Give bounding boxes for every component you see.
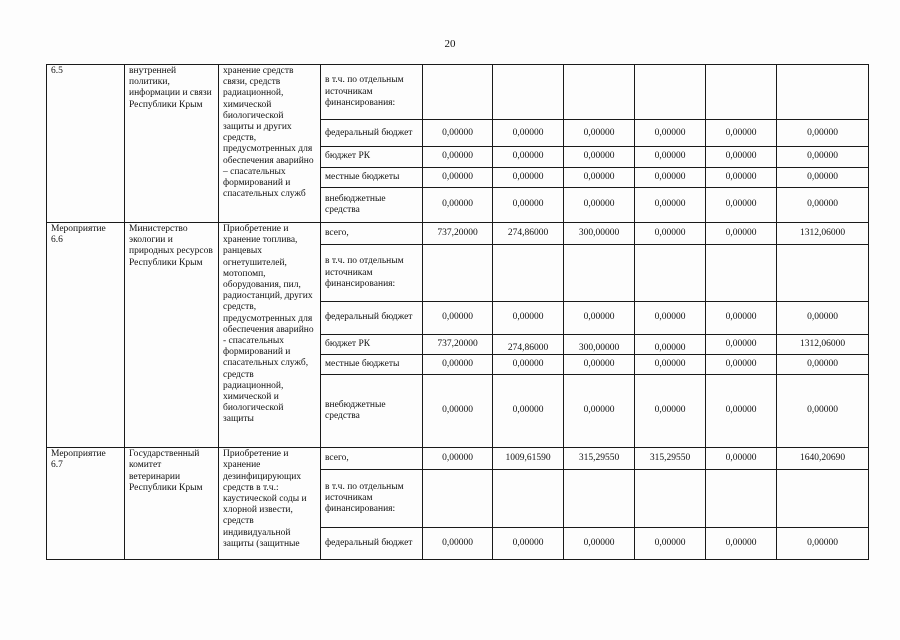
amount-value: 0,00000 — [442, 453, 473, 464]
amount-value: 0,00000 — [442, 151, 473, 162]
amount-value: 0,00000 — [654, 312, 686, 323]
amount-cell — [423, 65, 493, 120]
row-id-cell: Мероприятие 6.7 — [47, 448, 125, 560]
amount-cell — [777, 245, 869, 302]
amount-value: 0,00000 — [583, 127, 615, 138]
amount-cell — [423, 222, 493, 244]
amount-cell — [635, 187, 706, 222]
amount-value: 0,00000 — [583, 171, 615, 182]
amount-cell — [777, 222, 869, 244]
amount-value: 0,00000 — [654, 227, 686, 238]
amount-value: 1009,61590 — [505, 453, 551, 464]
amount-cell — [564, 302, 635, 334]
amount-cell — [635, 334, 706, 354]
funding-source-label: федеральный бюджет — [321, 302, 423, 334]
amount-cell — [706, 167, 777, 187]
amount-cell — [706, 374, 777, 447]
amount-cell — [706, 147, 777, 167]
amount-cell — [493, 334, 564, 354]
funding-source-label: внебюджетные средства — [321, 374, 423, 447]
funding-source-label: бюджет РК — [321, 334, 423, 354]
amount-cell — [564, 334, 635, 354]
amount-value: 0,00000 — [512, 405, 544, 416]
amount-value: 0,00000 — [807, 312, 838, 323]
amount-value: 0,00000 — [512, 358, 544, 369]
amount-cell — [777, 354, 869, 374]
amount-value: 0,00000 — [654, 171, 686, 182]
amount-value: 300,00000 — [578, 227, 620, 238]
amount-cell — [564, 470, 635, 527]
amount-value: 0,00000 — [442, 127, 473, 138]
amount-value: 0,00000 — [725, 405, 757, 416]
amount-cell — [493, 527, 564, 559]
funding-source-label: бюджет РК — [321, 147, 423, 167]
amount-value: 1640,20690 — [799, 453, 846, 464]
amount-cell — [493, 222, 564, 244]
amount-value: 0,00000 — [512, 199, 544, 210]
amount-cell — [635, 120, 706, 147]
amount-value: 0,00000 — [807, 405, 838, 416]
amount-value: 300,00000 — [578, 342, 620, 353]
amount-cell — [493, 65, 564, 120]
amount-value: 0,00000 — [654, 199, 686, 210]
amount-value: 0,00000 — [654, 127, 686, 138]
amount-cell — [493, 354, 564, 374]
amount-value: 0,00000 — [654, 358, 686, 369]
funding-source-label: в т.ч. по отдельным источникам финансирования: — [321, 245, 423, 302]
amount-cell — [777, 334, 869, 354]
amount-cell — [706, 354, 777, 374]
amount-value: 0,00000 — [807, 171, 838, 182]
amount-cell — [777, 302, 869, 334]
amount-value: 0,00000 — [442, 405, 473, 416]
amount-value: 0,00000 — [807, 358, 838, 369]
amount-value: 0,00000 — [807, 537, 838, 548]
amount-cell — [493, 374, 564, 447]
funding-source-label: федеральный бюджет — [321, 527, 423, 559]
amount-value: 0,00000 — [654, 405, 686, 416]
amount-value: 0,00000 — [583, 537, 615, 548]
table-row — [47, 448, 869, 470]
amount-value: 0,00000 — [807, 127, 838, 138]
page-number: 20 — [444, 38, 456, 50]
amount-value: 0,00000 — [654, 537, 686, 548]
amount-cell — [777, 167, 869, 187]
amount-cell — [635, 245, 706, 302]
amount-cell — [423, 245, 493, 302]
amount-cell — [564, 222, 635, 244]
amount-cell — [635, 65, 706, 120]
amount-value: 315,29550 — [578, 453, 620, 464]
table-body — [47, 65, 869, 560]
amount-cell — [493, 120, 564, 147]
amount-value: 0,00000 — [725, 227, 757, 238]
amount-value: 0,00000 — [512, 312, 544, 323]
amount-cell — [706, 527, 777, 559]
amount-value: 0,00000 — [442, 358, 473, 369]
amount-cell — [706, 470, 777, 527]
funding-source-label: внебюджетные средства — [321, 187, 423, 222]
funding-source-label: всего, — [321, 222, 423, 244]
amount-cell — [777, 65, 869, 120]
amount-cell — [635, 470, 706, 527]
amount-value: 0,00000 — [725, 537, 757, 548]
amount-value: 0,00000 — [725, 127, 757, 138]
amount-value: 1312,06000 — [799, 227, 846, 238]
amount-cell — [635, 374, 706, 447]
amount-cell — [564, 120, 635, 147]
description-cell: Приобретение и хранение дезинфицирующих средств в т.ч.: каустической соды и хлорной извести, средств индивидуальной защиты (защитные — [219, 448, 321, 560]
amount-cell — [564, 167, 635, 187]
amount-cell — [635, 527, 706, 559]
amount-cell — [564, 374, 635, 447]
row-id-cell: Мероприятие 6.6 — [47, 222, 125, 447]
amount-value: 1312,06000 — [799, 338, 846, 349]
amount-cell — [493, 187, 564, 222]
amount-cell — [706, 302, 777, 334]
amount-value: 315,29550 — [649, 453, 691, 464]
executor-cell: Государственный комитет ветеринарии Республики Крым — [125, 448, 219, 560]
amount-cell — [493, 470, 564, 527]
amount-cell — [423, 334, 493, 354]
executor-cell: внутренней политики, информации и связи Республики Крым — [125, 65, 219, 223]
description-cell: хранение средств связи, средств радиационной, химической биологической защиты и других средств, предусмотренных для обеспечения аварийно – спасательных формирований и спасательных служб — [219, 65, 321, 223]
amount-cell — [777, 147, 869, 167]
amount-cell — [635, 222, 706, 244]
amount-cell — [777, 374, 869, 447]
amount-cell — [777, 527, 869, 559]
amount-value: 0,00000 — [725, 171, 757, 182]
amount-value: 0,00000 — [583, 151, 615, 162]
amount-cell — [635, 448, 706, 470]
amount-value: 0,00000 — [583, 199, 615, 210]
amount-cell — [564, 448, 635, 470]
row-id-cell: 6.5 — [47, 65, 125, 223]
amount-cell — [706, 120, 777, 147]
amount-cell — [706, 65, 777, 120]
amount-value: 274,86000 — [507, 227, 549, 238]
amount-cell — [493, 167, 564, 187]
amount-cell — [635, 354, 706, 374]
amount-cell — [564, 527, 635, 559]
funding-source-label: в т.ч. по отдельным источникам финансирования: — [321, 65, 423, 120]
funding-source-label: в т.ч. по отдельным источникам финансирования: — [321, 470, 423, 527]
amount-cell — [706, 448, 777, 470]
amount-cell — [706, 222, 777, 244]
amount-value: 0,00000 — [725, 338, 757, 349]
amount-cell — [635, 167, 706, 187]
amount-cell — [635, 147, 706, 167]
amount-value: 274,86000 — [507, 342, 549, 353]
amount-cell — [423, 354, 493, 374]
funding-source-label: всего, — [321, 448, 423, 470]
amount-value: 0,00000 — [725, 453, 757, 464]
amount-value: 0,00000 — [725, 199, 757, 210]
amount-cell — [777, 448, 869, 470]
description-cell: Приобретение и хранение топлива, ранцевых огнетушителей, мотопомп, оборудования, пил, радиостанций, других средств, предусмотренных для обеспечения аварийно - спасательных формирований и спасательных служб, средств радиационной, химической и биологической защиты — [219, 222, 321, 447]
amount-cell — [564, 354, 635, 374]
funding-source-label: местные бюджеты — [321, 354, 423, 374]
table-row — [47, 222, 869, 244]
budget-table — [46, 64, 869, 560]
amount-cell — [423, 120, 493, 147]
amount-cell — [493, 448, 564, 470]
amount-cell — [777, 187, 869, 222]
amount-cell — [777, 470, 869, 527]
amount-cell — [423, 187, 493, 222]
amount-cell — [493, 302, 564, 334]
amount-cell — [635, 302, 706, 334]
amount-cell — [423, 147, 493, 167]
amount-value: 0,00000 — [442, 312, 473, 323]
table-row — [47, 65, 869, 120]
amount-value: 0,00000 — [654, 151, 686, 162]
amount-cell — [423, 470, 493, 527]
amount-cell — [706, 245, 777, 302]
amount-cell — [423, 527, 493, 559]
amount-value: 0,00000 — [583, 405, 615, 416]
amount-cell — [564, 65, 635, 120]
funding-source-label: федеральный бюджет — [321, 120, 423, 147]
amount-value: 0,00000 — [512, 171, 544, 182]
funding-source-label: местные бюджеты — [321, 167, 423, 187]
amount-cell — [423, 448, 493, 470]
amount-value: 0,00000 — [725, 358, 757, 369]
amount-cell — [493, 147, 564, 167]
amount-value: 0,00000 — [807, 199, 838, 210]
amount-cell — [777, 120, 869, 147]
amount-cell — [706, 334, 777, 354]
amount-value: 0,00000 — [725, 312, 757, 323]
amount-value: 0,00000 — [654, 342, 686, 353]
amount-cell — [423, 167, 493, 187]
amount-value: 0,00000 — [725, 151, 757, 162]
amount-value: 0,00000 — [512, 151, 544, 162]
amount-value: 0,00000 — [512, 537, 544, 548]
amount-value: 0,00000 — [583, 312, 615, 323]
amount-value: 0,00000 — [442, 199, 473, 210]
amount-value: 0,00000 — [442, 171, 473, 182]
amount-cell — [423, 302, 493, 334]
amount-value: 0,00000 — [442, 537, 473, 548]
amount-value: 737,20000 — [437, 338, 478, 349]
amount-cell — [564, 245, 635, 302]
amount-value: 0,00000 — [583, 358, 615, 369]
amount-cell — [493, 245, 564, 302]
amount-cell — [564, 147, 635, 167]
amount-cell — [423, 374, 493, 447]
amount-value: 0,00000 — [807, 151, 838, 162]
amount-cell — [706, 187, 777, 222]
executor-cell: Министерство экологии и природных ресурсов Республики Крым — [125, 222, 219, 447]
amount-value: 737,20000 — [437, 227, 478, 238]
amount-cell — [564, 187, 635, 222]
amount-value: 0,00000 — [512, 127, 544, 138]
